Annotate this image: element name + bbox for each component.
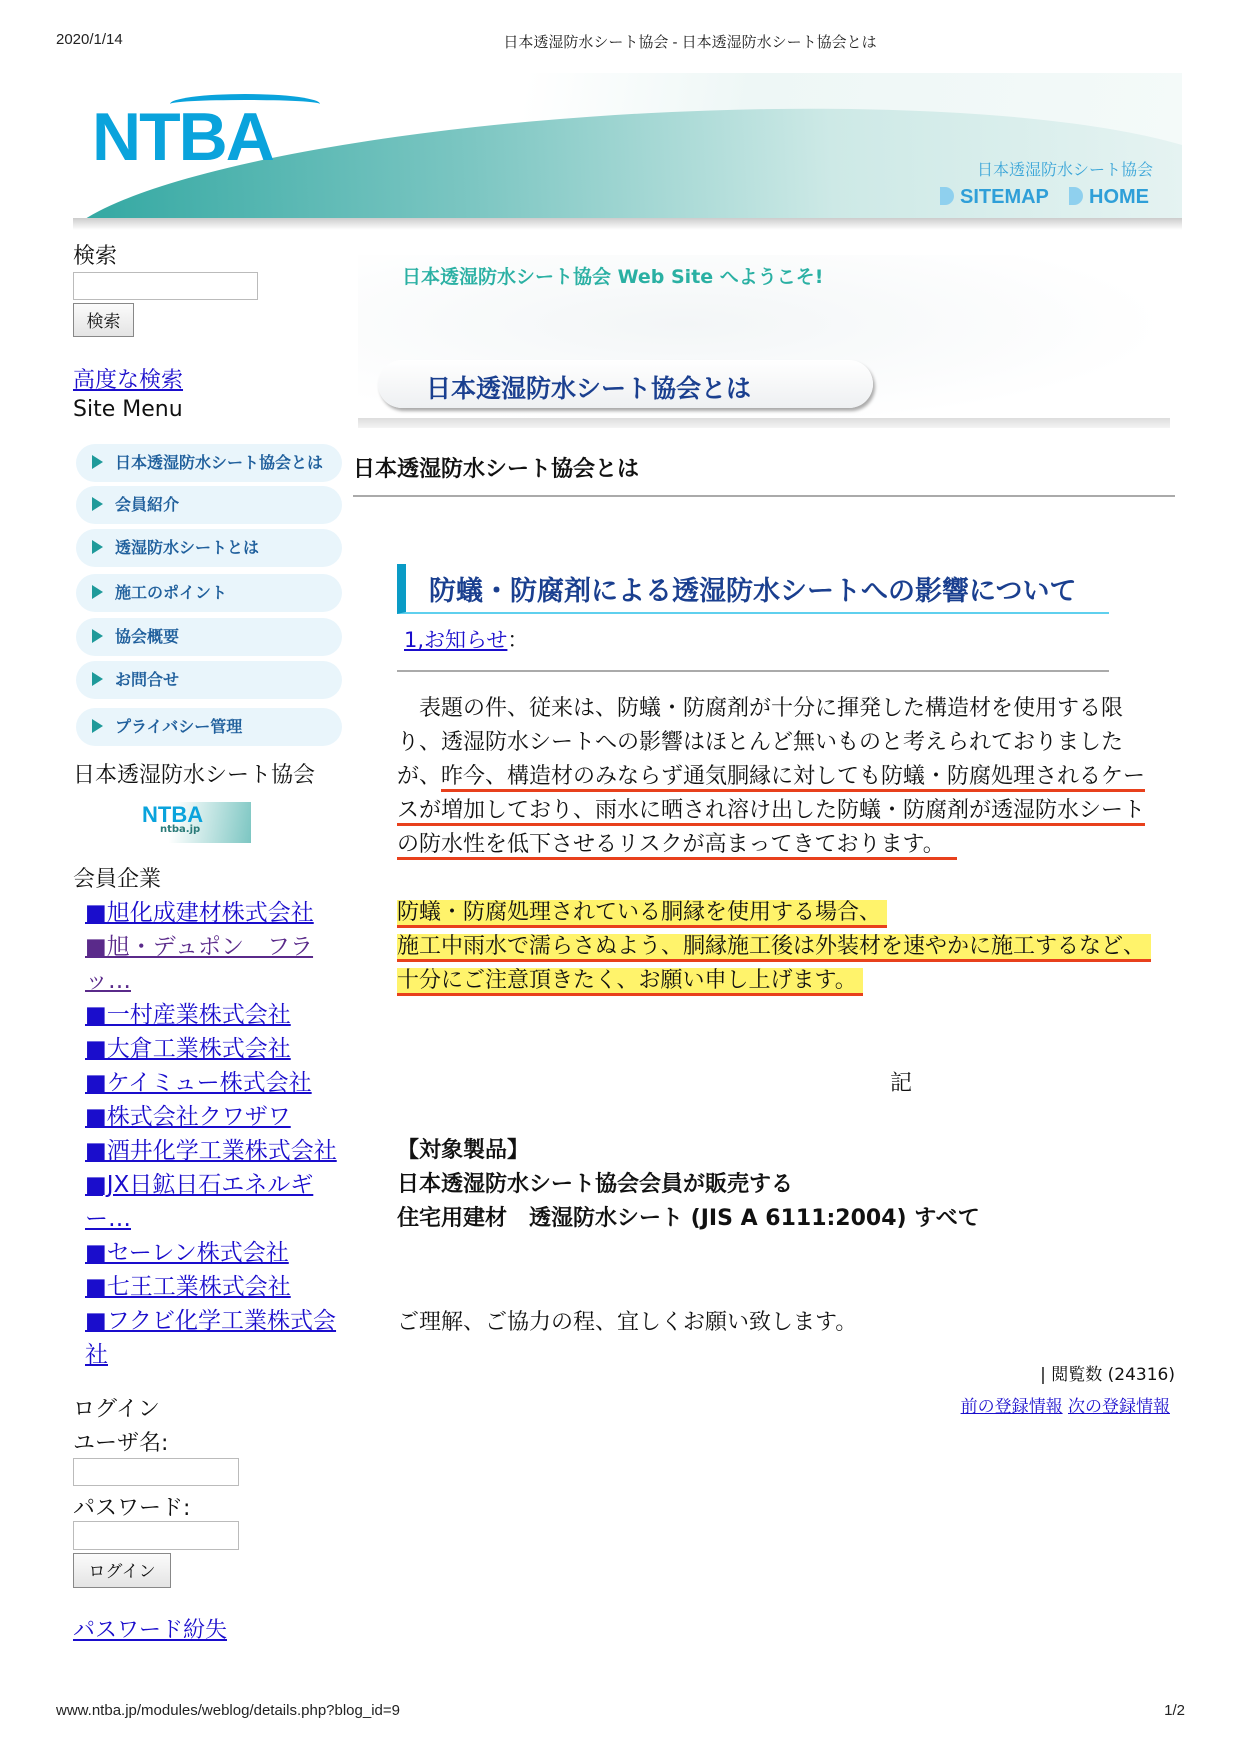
triangle-icon bbox=[92, 585, 103, 599]
home-link[interactable]: HOME bbox=[1069, 186, 1149, 209]
next-entry-link[interactable]: 次の登録情報 bbox=[1068, 1397, 1170, 1417]
highlighted-text: 防蟻・防腐処理されている胴縁を使用する場合、 bbox=[397, 900, 887, 928]
member-link[interactable]: ■酒井化学工業株式会社 bbox=[85, 1138, 337, 1164]
para-line: 表題の件、従来は、防蟻・防腐剤が十分に揮発した構造材を使用する限 bbox=[397, 696, 1124, 721]
menu-label: プライバシー管理 bbox=[115, 717, 243, 736]
member-link[interactable]: ■七王工業株式会社 bbox=[85, 1274, 291, 1300]
article-title: 防蟻・防腐剤による透湿防水シートへの影響について bbox=[429, 576, 1077, 607]
login-title: ログイン bbox=[73, 1397, 160, 1422]
article-title-box bbox=[397, 564, 1109, 614]
print-title: 日本透湿防水シート協会 - 日本透湿防水シート協会とは bbox=[503, 34, 877, 51]
target-line: 【対象製品】 bbox=[397, 1138, 530, 1163]
member-link[interactable]: ■旭化成建材株式会社 bbox=[85, 900, 314, 926]
assoc-logo-sub: ntba.jp bbox=[160, 824, 201, 835]
menu-item-contact[interactable] bbox=[76, 661, 342, 699]
sitemap-link[interactable]: SITEMAP bbox=[940, 186, 1049, 209]
menu-label: 会員紹介 bbox=[115, 495, 180, 514]
para-line: り、透湿防水シートへの影響はほとんど無いものと考えられておりました bbox=[397, 730, 1124, 755]
page-heading: 日本透湿防水シート協会とは bbox=[353, 457, 640, 482]
username-label: ユーザ名: bbox=[73, 1431, 169, 1456]
banner-title: 日本透湿防水シート協会とは bbox=[378, 360, 873, 408]
triangle-icon bbox=[92, 540, 103, 554]
menu-item-points[interactable] bbox=[76, 574, 342, 612]
banner-welcome: 日本透湿防水シート協会 Web Site へようこそ! bbox=[402, 266, 824, 288]
triangle-icon bbox=[92, 629, 103, 643]
banner-bottom-bar bbox=[358, 418, 1170, 428]
menu-item-privacy[interactable] bbox=[76, 708, 342, 746]
advanced-search-link[interactable]: 高度な検索 bbox=[73, 368, 184, 393]
banner-org-name: 日本透湿防水シート協会 bbox=[976, 160, 1153, 179]
member-link[interactable]: ■大倉工業株式会社 bbox=[85, 1036, 291, 1062]
menu-item-overview[interactable] bbox=[76, 618, 342, 656]
menu-label: 透湿防水シートとは bbox=[115, 538, 260, 557]
menu-item-about[interactable] bbox=[76, 444, 342, 482]
category-sep: ： bbox=[507, 628, 529, 652]
member-link[interactable]: ■ケイミュー株式会社 bbox=[85, 1070, 312, 1096]
login-button[interactable]: ログイン bbox=[73, 1553, 171, 1588]
entry-nav bbox=[961, 1392, 1170, 1417]
divider bbox=[397, 670, 1109, 672]
member-link[interactable]: ■一村産業株式会社 bbox=[85, 1002, 291, 1028]
category-link[interactable]: 1,お知らせ bbox=[404, 628, 508, 652]
search-label: 検索 bbox=[73, 244, 118, 269]
view-count: | 閲覧数 (24316) bbox=[1040, 1365, 1175, 1385]
triangle-icon bbox=[92, 455, 103, 469]
menu-item-members[interactable] bbox=[76, 486, 342, 524]
triangle-icon bbox=[92, 672, 103, 686]
print-date: 2020/1/14 bbox=[56, 31, 123, 48]
search-input[interactable] bbox=[73, 272, 258, 300]
assoc-logo-text: NTBA bbox=[142, 802, 204, 827]
print-url: www.ntba.jp/modules/weblog/details.php?blog_id=9 bbox=[56, 1702, 400, 1719]
triangle-icon bbox=[92, 719, 103, 733]
triangle-icon bbox=[92, 497, 103, 511]
member-link[interactable]: ■JX日鉱日石エネルギー… bbox=[85, 1172, 314, 1232]
prev-entry-link[interactable]: 前の登録情報 bbox=[960, 1397, 1063, 1417]
assoc-logo[interactable] bbox=[140, 802, 251, 843]
member-link[interactable]: ■フクビ化学工業株式会社 bbox=[85, 1308, 337, 1368]
password-label: パスワード: bbox=[73, 1496, 191, 1521]
ki-mark: 記 bbox=[890, 1071, 913, 1096]
lost-password-link[interactable]: パスワード紛失 bbox=[73, 1618, 228, 1643]
search-button[interactable]: 検索 bbox=[73, 303, 134, 337]
assoc-title: 日本透湿防水シート協会 bbox=[73, 763, 316, 788]
members-title: 会員企業 bbox=[73, 867, 162, 892]
username-input[interactable] bbox=[73, 1458, 239, 1486]
member-link[interactable]: ■セーレン株式会社 bbox=[85, 1240, 289, 1266]
para-line: が、昨今、構造材のみならず通気胴縁に対しても防蟻・防腐処理されるケー bbox=[397, 760, 1145, 794]
highlighted-text: 施工中雨水で濡らさぬよう、胴縁施工後は外装材を速やかに施工するなど、 bbox=[397, 934, 1151, 962]
print-page: 1/2 bbox=[1164, 1702, 1185, 1719]
divider bbox=[353, 495, 1175, 497]
menu-label: 日本透湿防水シート協会とは bbox=[115, 453, 324, 472]
member-link[interactable]: ■旭・デュポン フラッ… bbox=[85, 934, 314, 994]
underlined-text: の防水性を低下させるリスクが高まってきております。 bbox=[397, 832, 957, 860]
password-input[interactable] bbox=[73, 1521, 239, 1550]
target-line: 住宅用建材 透湿防水シート (JIS A 6111:2004) すべて bbox=[397, 1206, 980, 1231]
underlined-text: 昨今、構造材のみならず通気胴縁に対しても防蟻・防腐処理されるケー bbox=[441, 764, 1145, 792]
underlined-text: スが増加しており、雨水に晒され溶け出した防蟻・防腐剤が透湿防水シート bbox=[397, 798, 1145, 826]
banner-shadow bbox=[73, 218, 1182, 230]
site-menu-title: Site Menu bbox=[73, 397, 183, 422]
target-line: 日本透湿防水シート協会会員が販売する bbox=[397, 1172, 794, 1197]
menu-label: 協会概要 bbox=[115, 627, 180, 646]
category-line bbox=[404, 624, 528, 654]
member-link[interactable]: ■株式会社クワザワ bbox=[85, 1104, 291, 1130]
closing-text: ご理解、ご協力の程、宜しくお願い致します。 bbox=[397, 1310, 858, 1335]
highlighted-text: 十分にご注意頂きたく、お願い申し上げます。 bbox=[397, 968, 863, 996]
menu-item-sheet[interactable] bbox=[76, 529, 342, 567]
menu-label: お問合せ bbox=[115, 670, 180, 689]
ntba-logo[interactable]: NTBA bbox=[92, 99, 273, 175]
menu-label: 施工のポイント bbox=[115, 583, 228, 602]
